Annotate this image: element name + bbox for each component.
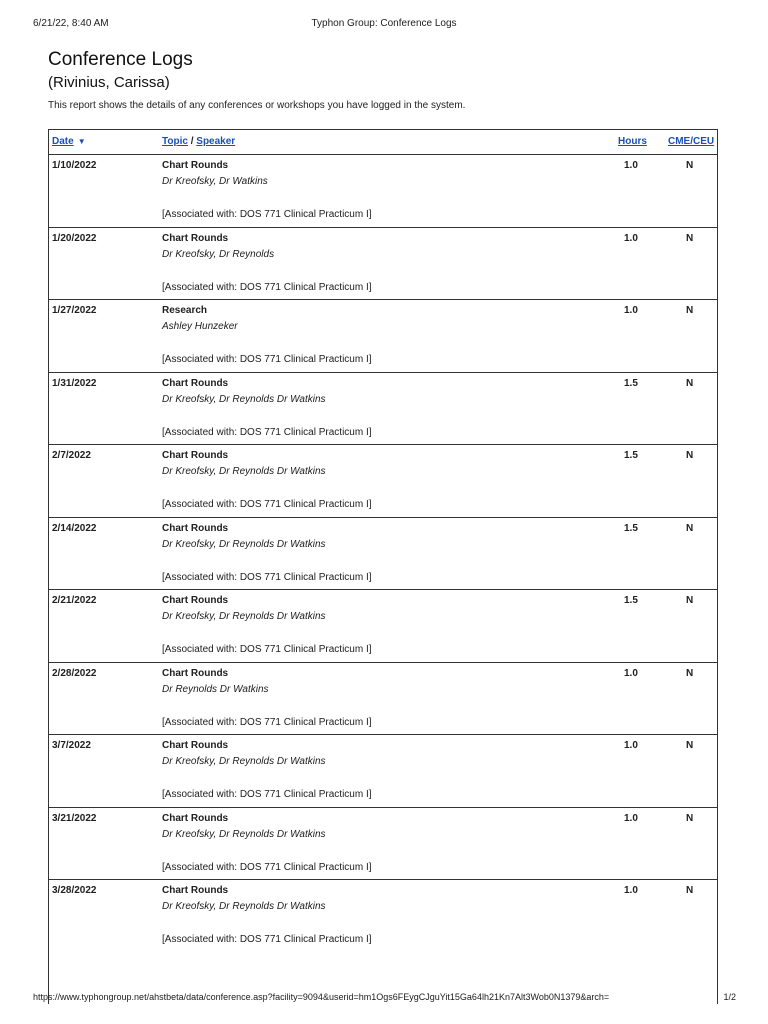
row-cme: N bbox=[686, 885, 694, 896]
row-cme: N bbox=[686, 740, 694, 751]
row-date: 1/27/2022 bbox=[52, 305, 97, 316]
row-date: 3/7/2022 bbox=[52, 740, 91, 751]
row-association: [Associated with: DOS 771 Clinical Practicum I] bbox=[162, 716, 372, 728]
row-speaker: Dr Kreofsky, Dr Reynolds Dr Watkins bbox=[162, 901, 326, 912]
table-row bbox=[49, 155, 717, 228]
row-topic: Chart Rounds bbox=[162, 160, 229, 171]
row-association: [Associated with: DOS 771 Clinical Practicum I] bbox=[162, 499, 372, 510]
page-title: Conference Logs bbox=[48, 49, 193, 70]
print-header bbox=[0, 18, 768, 32]
row-hours: 1.5 bbox=[624, 595, 638, 606]
row-hours: 1.0 bbox=[624, 305, 638, 316]
row-speaker: Dr Kreofsky, Dr Reynolds Dr Watkins bbox=[162, 611, 326, 622]
row-date: 3/21/2022 bbox=[52, 812, 97, 824]
row-association: [Associated with: DOS 771 Clinical Practicum I] bbox=[162, 426, 372, 438]
row-topic: Chart Rounds bbox=[162, 595, 229, 606]
table-header bbox=[49, 130, 717, 155]
row-speaker: Dr Kreofsky, Dr Watkins bbox=[162, 176, 268, 187]
print-footer bbox=[0, 992, 768, 1006]
page-indicator: 1/2 bbox=[723, 992, 736, 1002]
row-topic: Chart Rounds bbox=[162, 522, 229, 534]
row-cme: N bbox=[686, 450, 694, 461]
row-hours: 1.0 bbox=[624, 740, 638, 751]
row-association: [Associated with: DOS 771 Clinical Practicum I] bbox=[162, 644, 372, 655]
hours-column-header bbox=[618, 136, 647, 147]
date-sort-link[interactable]: Date bbox=[52, 136, 74, 147]
row-speaker: Ashley Hunzeker bbox=[162, 321, 238, 332]
row-date: 2/21/2022 bbox=[52, 595, 97, 606]
row-speaker: Dr Kreofsky, Dr Reynolds Dr Watkins bbox=[162, 466, 326, 477]
row-cme: N bbox=[686, 667, 694, 679]
cme-column-header bbox=[668, 136, 714, 147]
row-speaker: Dr Reynolds Dr Watkins bbox=[162, 683, 269, 695]
row-cme: N bbox=[686, 522, 694, 534]
hours-sort-link[interactable]: Hours bbox=[618, 136, 647, 147]
row-association: [Associated with: DOS 771 Clinical Practicum I] bbox=[162, 789, 372, 800]
row-topic: Chart Rounds bbox=[162, 740, 229, 751]
row-topic: Chart Rounds bbox=[162, 450, 229, 461]
row-hours: 1.0 bbox=[624, 667, 638, 679]
page-url: https://www.typhongroup.net/ahstbeta/data/conference.asp?facility=9094&userid=hm1Ogs6FEygCJguYit15Ga64lh21Kn7Alt3Wob0N1379&arch= bbox=[33, 992, 610, 1002]
row-topic: Chart Rounds bbox=[162, 232, 229, 244]
print-timestamp: 6/21/22, 8:40 AM bbox=[33, 18, 109, 29]
table-row bbox=[49, 518, 717, 591]
row-cme: N bbox=[686, 812, 694, 824]
row-hours: 1.0 bbox=[624, 812, 638, 824]
conference-log-table bbox=[48, 129, 718, 1004]
row-speaker: Dr Kreofsky, Dr Reynolds Dr Watkins bbox=[162, 828, 326, 840]
row-speaker: Dr Kreofsky, Dr Reynolds Dr Watkins bbox=[162, 393, 326, 405]
row-date: 1/20/2022 bbox=[52, 232, 97, 244]
table-row bbox=[49, 735, 717, 808]
row-association: [Associated with: DOS 771 Clinical Practicum I] bbox=[162, 571, 372, 583]
row-cme: N bbox=[686, 595, 694, 606]
intro-text: This report shows the details of any conferences or workshops you have logged in the system. bbox=[48, 100, 466, 111]
table-row bbox=[49, 590, 717, 663]
header-separator: / bbox=[187, 136, 197, 147]
row-topic: Chart Rounds bbox=[162, 377, 229, 389]
date-column-header bbox=[52, 136, 86, 147]
row-hours: 1.5 bbox=[624, 450, 638, 461]
row-topic: Chart Rounds bbox=[162, 812, 229, 824]
cme-sort-link[interactable]: CME/CEU bbox=[668, 136, 715, 147]
row-association: [Associated with: DOS 771 Clinical Practicum I] bbox=[162, 354, 372, 365]
row-date: 1/10/2022 bbox=[52, 160, 97, 171]
row-topic: Chart Rounds bbox=[162, 667, 229, 679]
topic-speaker-column-header bbox=[162, 136, 235, 147]
row-hours: 1.0 bbox=[624, 232, 638, 244]
row-topic: Chart Rounds bbox=[162, 885, 229, 896]
row-association: [Associated with: DOS 771 Clinical Practicum I] bbox=[162, 861, 372, 873]
row-date: 3/28/2022 bbox=[52, 885, 97, 896]
row-speaker: Dr Kreofsky, Dr Reynolds Dr Watkins bbox=[162, 538, 326, 550]
row-cme: N bbox=[686, 160, 694, 171]
topic-sort-link[interactable]: Topic bbox=[162, 136, 188, 147]
row-association: [Associated with: DOS 771 Clinical Practicum I] bbox=[162, 209, 372, 220]
print-document-title: Typhon Group: Conference Logs bbox=[311, 18, 457, 29]
page-subtitle: (Rivinius, Carissa) bbox=[48, 74, 170, 91]
table-row bbox=[49, 228, 717, 301]
speaker-sort-link[interactable]: Speaker bbox=[196, 136, 236, 147]
row-hours: 1.0 bbox=[624, 160, 638, 171]
row-association: [Associated with: DOS 771 Clinical Practicum I] bbox=[162, 934, 372, 945]
row-hours: 1.5 bbox=[624, 377, 638, 389]
table-row bbox=[49, 300, 717, 373]
row-cme: N bbox=[686, 377, 694, 389]
row-date: 2/7/2022 bbox=[52, 450, 91, 461]
table-row bbox=[49, 880, 717, 952]
row-date: 2/28/2022 bbox=[52, 667, 97, 679]
row-topic: Research bbox=[162, 305, 208, 316]
table-row bbox=[49, 663, 717, 736]
row-cme: N bbox=[686, 232, 694, 244]
sort-desc-icon[interactable]: ▼ bbox=[77, 137, 86, 146]
table-row bbox=[49, 445, 717, 518]
row-hours: 1.0 bbox=[624, 885, 638, 896]
row-hours: 1.5 bbox=[624, 522, 638, 534]
table-row bbox=[49, 373, 717, 446]
row-speaker: Dr Kreofsky, Dr Reynolds Dr Watkins bbox=[162, 756, 326, 767]
row-association: [Associated with: DOS 771 Clinical Practicum I] bbox=[162, 281, 372, 293]
row-date: 2/14/2022 bbox=[52, 522, 97, 534]
row-date: 1/31/2022 bbox=[52, 377, 97, 389]
row-cme: N bbox=[686, 305, 694, 316]
table-row bbox=[49, 808, 717, 881]
row-speaker: Dr Kreofsky, Dr Reynolds bbox=[162, 248, 275, 260]
